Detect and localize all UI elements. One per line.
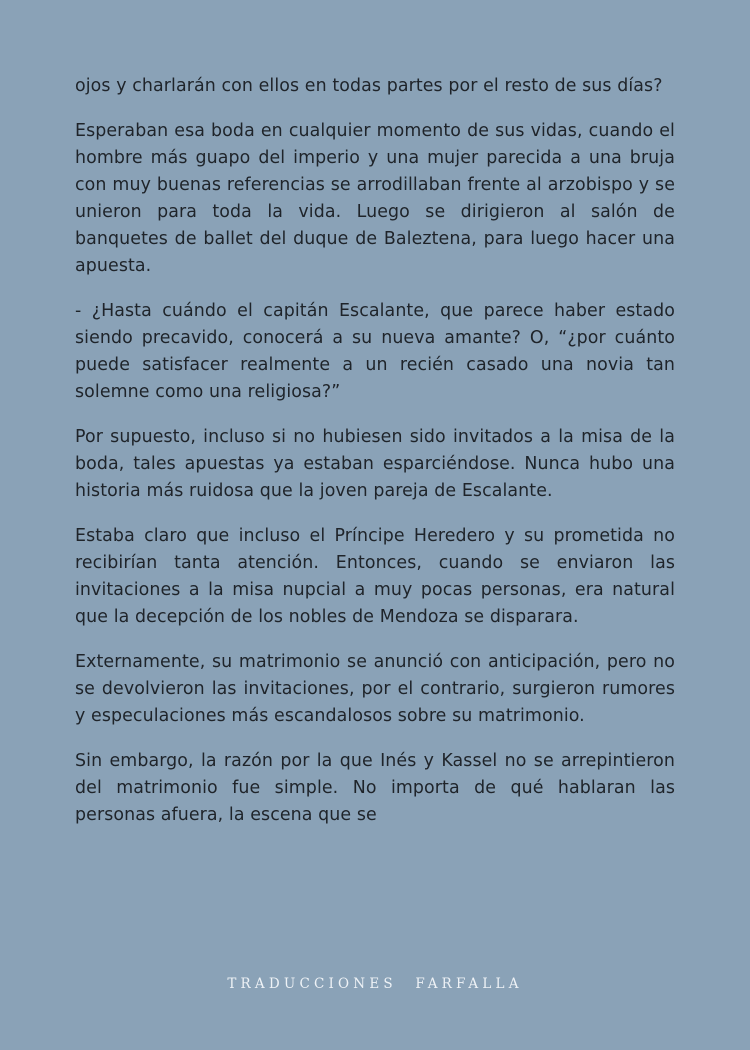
paragraph-2: Esperaban esa boda en cualquier momento de sus vidas, cuando el hombre más guapo del imperio y una mujer parecida a una bruja con muy buenas referencias se arrodillaban frente al arzobispo y se unieron para toda la vida. Luego se dirigieron al salón de banquetes de ballet del duque de Baleztena, para luego hacer una apuesta. bbox=[75, 121, 675, 276]
paragraph-1: ojos y charlarán con ellos en todas partes por el resto de sus días? bbox=[75, 76, 663, 96]
paragraph-4: Por supuesto, incluso si no hubiesen sido invitados a la misa de la boda, tales apuestas ya estaban esparciéndose. Nunca hubo una historia más ruidosa que la joven pareja de Escalante. bbox=[75, 427, 675, 501]
page-body bbox=[75, 73, 675, 847]
paragraph-6: Externamente, su matrimonio se anunció con anticipación, pero no se devolvieron las invitaciones, por el contrario, surgieron rumores y especulaciones más escandalosos sobre su matrimonio. bbox=[75, 652, 675, 726]
footer-credit: TRADUCCIONES FARFALLA bbox=[227, 976, 523, 992]
paragraph-5: Estaba claro que incluso el Príncipe Heredero y su prometida no recibirían tanta atención. Entonces, cuando se enviaron las invitaciones a la misa nupcial a muy pocas personas, era natural que la decepción de los nobles de Mendoza se disparara. bbox=[75, 526, 675, 627]
paragraph-3: - ¿Hasta cuándo el capitán Escalante, que parece haber estado siendo precavido, conocerá a su nueva amante? O, “¿por cuánto puede satisfacer realmente a un recién casado una novia tan solemne como una religiosa?” bbox=[75, 301, 675, 402]
paragraph-7: Sin embargo, la razón por la que Inés y Kassel no se arrepintieron del matrimonio fue simple. No importa de qué hablaran las personas afuera, la escena que se bbox=[75, 751, 675, 825]
